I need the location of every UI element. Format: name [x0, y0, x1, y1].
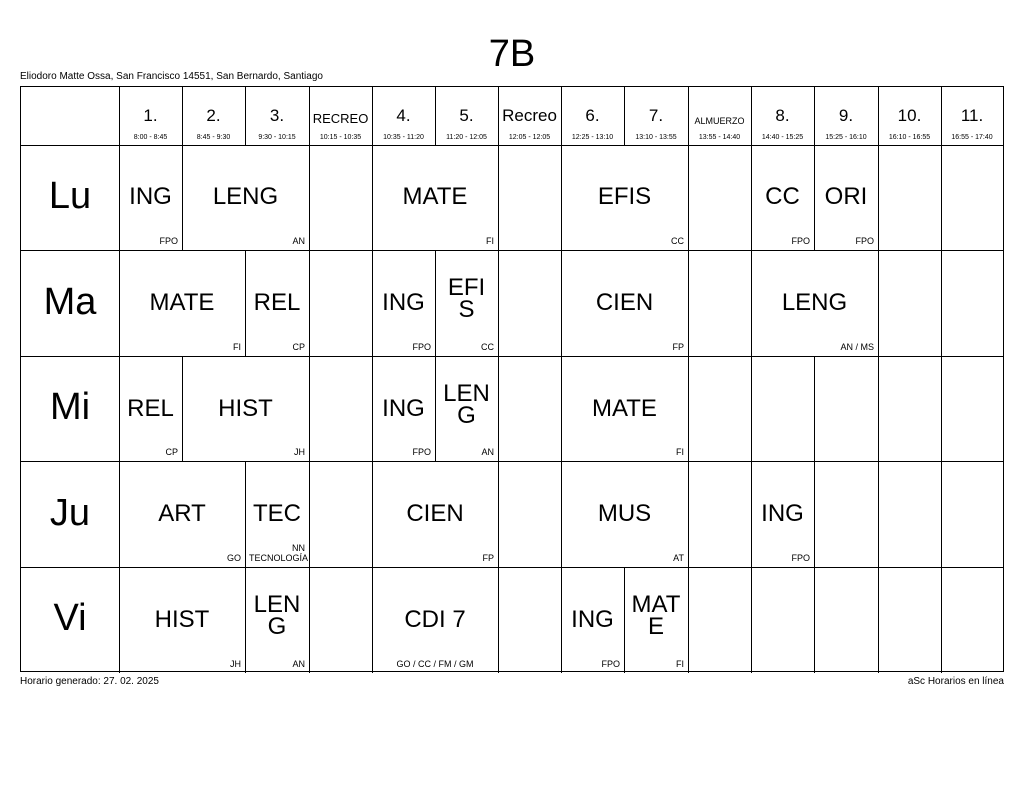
period-time: 11:20 - 12:05: [446, 134, 487, 141]
teacher-label: AT: [673, 553, 684, 563]
period-header-7: [624, 87, 688, 145]
teacher-label: GO: [226, 553, 241, 563]
subject-label: LENG: [212, 183, 279, 210]
lesson-mi-rel[interactable]: [119, 356, 182, 461]
lesson-lu-cc[interactable]: [751, 145, 814, 250]
teacher-label: FI: [676, 659, 684, 669]
grid-line: [814, 567, 815, 673]
lesson-ma-mate[interactable]: [119, 250, 245, 356]
teacher-label: AN: [292, 659, 305, 669]
subject-label: MATE: [592, 395, 657, 422]
period-time: 13:55 - 14:40: [698, 134, 741, 141]
period-time: 14:40 - 15:25: [761, 134, 804, 141]
teacher-label: FPO: [791, 236, 810, 246]
grid-line: [814, 356, 815, 461]
teacher-label: FP: [672, 342, 684, 352]
subject-label: REL: [253, 289, 301, 316]
period-header-recreo: [309, 87, 372, 145]
teacher-label: FP: [482, 553, 494, 563]
subject-label: MATE: [402, 183, 468, 210]
grid-line: [878, 87, 879, 673]
grid-line: [688, 87, 689, 673]
period-label: 3.: [269, 106, 285, 125]
lesson-vi-mate[interactable]: [624, 567, 688, 673]
lesson-vi-hist[interactable]: [119, 567, 245, 673]
lesson-vi-leng[interactable]: [245, 567, 309, 673]
lesson-ma-cien[interactable]: [561, 250, 688, 356]
subject-label: REL: [127, 395, 174, 422]
page-title: 7B: [488, 33, 536, 75]
subject-label: ING: [761, 500, 804, 527]
day-label-vi: Vi: [53, 597, 87, 639]
lesson-ma-leng[interactable]: [751, 250, 878, 356]
teacher-label: CP: [292, 342, 305, 352]
period-header-9: [814, 87, 878, 145]
lesson-ju-mus[interactable]: [561, 461, 688, 567]
subject-label: ING: [382, 289, 425, 316]
subject-label: LENG: [781, 289, 848, 316]
lesson-ju-art[interactable]: [119, 461, 245, 567]
teacher-label: CC: [671, 236, 684, 246]
lesson-ju-tec[interactable]: [245, 461, 309, 567]
period-label: 5.: [459, 106, 474, 125]
lesson-ma-rel[interactable]: [245, 250, 309, 356]
subject-label: LENG: [443, 380, 490, 429]
lesson-ma-efis[interactable]: [435, 250, 498, 356]
subject-label: ART: [158, 500, 206, 527]
day-label-ju: Ju: [49, 492, 91, 534]
lesson-mi-mate[interactable]: [561, 356, 688, 461]
subject-label: CIEN: [406, 500, 464, 527]
period-header-5: [435, 87, 498, 145]
teacher-label: AN: [481, 447, 494, 457]
subject-label: MATE: [149, 289, 215, 316]
period-header-8: [751, 87, 814, 145]
period-header-recreo-2: [498, 87, 561, 145]
school-address: Eliodoro Matte Ossa, San Francisco 14551, San Bernardo, Santiago: [20, 71, 323, 82]
teacher-label: JH: [294, 447, 305, 457]
period-header-3: [245, 87, 309, 145]
subject-label: ING: [571, 606, 614, 633]
subject-label: HIST: [218, 395, 273, 422]
lesson-mi-leng[interactable]: [435, 356, 498, 461]
teacher-label: FI: [233, 342, 241, 352]
subject-label: ORI: [824, 183, 868, 210]
teacher-label: FPO: [412, 447, 431, 457]
period-time: 12:25 - 13:10: [571, 134, 614, 141]
teacher-label: FPO: [601, 659, 620, 669]
lesson-lu-ing[interactable]: [119, 145, 182, 250]
subject-label: EFIS: [447, 274, 486, 323]
lesson-mi-ing[interactable]: [372, 356, 435, 461]
subject-label: ING: [129, 183, 172, 210]
lesson-ju-cien[interactable]: [372, 461, 498, 567]
teacher-label: JH: [230, 659, 241, 669]
day-label-mi: Mi: [49, 386, 91, 428]
day-label-ma: Ma: [43, 281, 97, 323]
period-time: 13:10 - 13:55: [635, 134, 677, 141]
period-time: 8:00 - 8:45: [133, 134, 168, 141]
period-label: 6.: [585, 106, 600, 125]
teacher-label: NN TECNOLOGÍA: [249, 543, 309, 563]
lesson-lu-mate[interactable]: [372, 145, 498, 250]
period-label: 8.: [775, 106, 790, 125]
teacher-label: CP: [165, 447, 178, 457]
period-time: 16:10 - 16:55: [888, 134, 931, 141]
period-time: 8:45 - 9:30: [196, 134, 231, 141]
teacher-label: AN: [292, 236, 305, 246]
teacher-label: FPO: [412, 342, 431, 352]
lesson-lu-ori[interactable]: [814, 145, 878, 250]
period-header-11: [941, 87, 1003, 145]
period-header-1: [119, 87, 182, 145]
period-header-6: [561, 87, 624, 145]
period-label: 11.: [960, 106, 984, 125]
period-time: 10:35 - 11:20: [383, 134, 424, 141]
teacher-label: FI: [486, 236, 494, 246]
period-time: 16:55 - 17:40: [951, 134, 993, 141]
lesson-lu-leng[interactable]: [182, 145, 309, 250]
period-label: Recreo: [502, 106, 557, 125]
subject-label: EFIS: [597, 183, 652, 210]
subject-label: TEC: [253, 500, 301, 527]
period-label: 1.: [143, 106, 158, 125]
teacher-label: FPO: [159, 236, 178, 246]
period-time: 15:25 - 16:10: [825, 134, 867, 141]
subject-label: CDI 7: [404, 606, 466, 633]
lesson-lu-efis[interactable]: [561, 145, 688, 250]
period-label: 7.: [648, 106, 664, 125]
teacher-label: FPO: [791, 553, 810, 563]
teacher-label: CC: [481, 342, 494, 352]
subject-label: CIEN: [595, 289, 654, 316]
teacher-label: GO / CC / FM / GM: [396, 659, 474, 669]
period-time: 12:05 - 12:05: [508, 134, 551, 141]
grid-line: [498, 87, 499, 673]
period-label: 9.: [838, 106, 854, 125]
subject-label: MATE: [631, 591, 681, 640]
period-label: 4.: [396, 106, 411, 125]
period-header-2: [182, 87, 245, 145]
grid-line: [814, 461, 815, 567]
teacher-label: AN / MS: [840, 342, 874, 352]
period-header-almuerzo: [688, 87, 751, 145]
subject-label: CC: [765, 183, 800, 210]
period-label: ALMUERZO: [694, 116, 745, 126]
lesson-ju-ing[interactable]: [751, 461, 814, 567]
period-time: 9:30 - 10:15: [258, 134, 296, 141]
teacher-label: FI: [676, 447, 684, 457]
lesson-vi-cdi[interactable]: [372, 567, 498, 673]
day-label-lu: Lu: [48, 175, 92, 217]
lesson-mi-hist[interactable]: [182, 356, 309, 461]
grid-line: [309, 87, 310, 673]
period-time: 10:15 - 10:35: [319, 134, 362, 141]
subject-label: ING: [382, 395, 425, 422]
subject-label: MUS: [597, 500, 652, 527]
grid-line: [941, 87, 942, 673]
period-header-10: [878, 87, 941, 145]
subject-label: HIST: [154, 606, 210, 633]
timetable-grid: [20, 86, 1004, 672]
period-label: RECREO: [312, 111, 369, 126]
teacher-label: FPO: [855, 236, 874, 246]
lesson-ma-ing[interactable]: [372, 250, 435, 356]
generated-date: Horario generado: 27. 02. 2025: [20, 676, 159, 687]
lesson-vi-ing[interactable]: [561, 567, 624, 673]
brand-label: aSc Horarios en línea: [907, 676, 1004, 687]
period-label: 10.: [897, 106, 922, 125]
subject-label: LENG: [253, 591, 301, 640]
period-header-4: [372, 87, 435, 145]
period-label: 2.: [206, 106, 221, 125]
